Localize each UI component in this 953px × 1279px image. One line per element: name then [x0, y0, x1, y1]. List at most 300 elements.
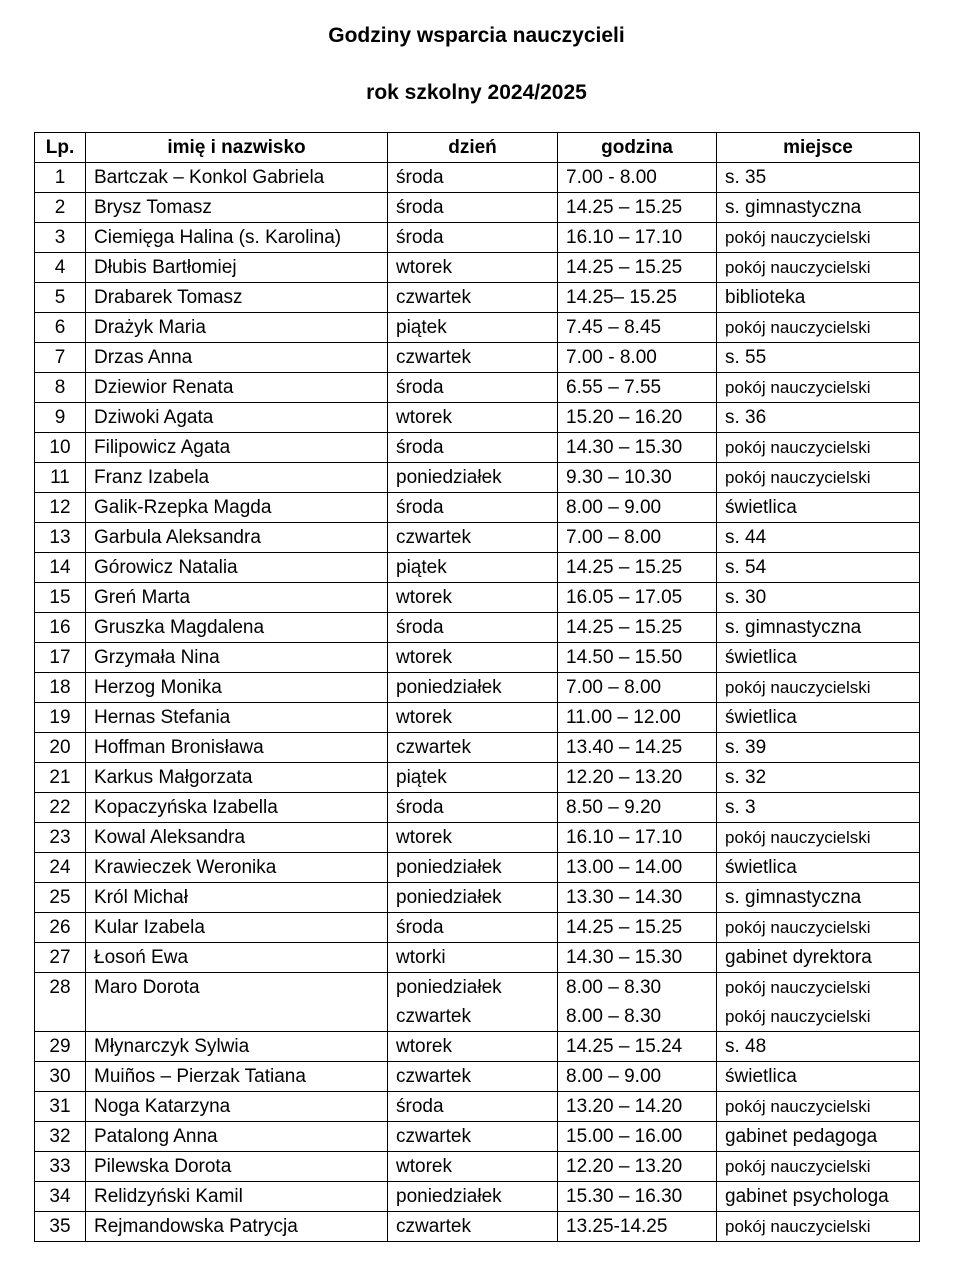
cell-hour: [558, 793, 717, 823]
cell-day-value: wtorek: [396, 257, 452, 278]
cell-day-value: wtorek: [396, 1156, 452, 1177]
table-header-row: [35, 133, 920, 163]
cell-place: [717, 373, 920, 403]
cell-lp: 7: [35, 343, 86, 373]
cell-lp: 31: [35, 1092, 86, 1122]
cell-place-value: pokój nauczycielski: [725, 918, 871, 937]
cell-name: Dziewior Renata: [86, 373, 388, 403]
cell-day: [388, 343, 558, 373]
cell-hour: [558, 163, 717, 193]
cell-day-value: piątek: [396, 767, 447, 788]
cell-hour-value: 7.00 – 8.00: [566, 527, 662, 548]
cell-place: [717, 703, 920, 733]
cell-day: [388, 1212, 558, 1242]
cell-name: Drażyk Maria: [86, 313, 388, 343]
cell-place: [717, 433, 920, 463]
cell-lp: 32: [35, 1122, 86, 1152]
cell-place: [717, 643, 920, 673]
cell-name: Patalong Anna: [86, 1122, 388, 1152]
cell-day: [388, 853, 558, 883]
cell-name: Kowal Aleksandra: [86, 823, 388, 853]
cell-hour-value: 14.25 – 15.25: [566, 557, 683, 578]
cell-name: Filipowicz Agata: [86, 433, 388, 463]
cell-day-value: środa: [396, 197, 444, 218]
cell-day: [388, 373, 558, 403]
header-place: miejsce: [717, 133, 920, 163]
cell-place: [717, 463, 920, 493]
cell-day: [388, 673, 558, 703]
cell-day-value: wtorek: [396, 827, 452, 848]
table-row: [35, 313, 920, 343]
cell-hour-value: 14.30 – 15.30: [566, 437, 683, 458]
cell-place-value: pokój nauczycielski: [725, 678, 871, 697]
cell-day-value: czwartek: [396, 737, 471, 758]
cell-hour-value: 6.55 – 7.55: [566, 377, 662, 398]
cell-name: Górowicz Natalia: [86, 553, 388, 583]
cell-hour-value: 11.00 – 12.00: [566, 707, 681, 728]
cell-lp: 24: [35, 853, 86, 883]
cell-place: [717, 1152, 920, 1182]
cell-day: [388, 883, 558, 913]
cell-day-value: wtorki: [396, 947, 446, 968]
cell-place-value: świetlica: [725, 1066, 797, 1087]
cell-day-value: piątek: [396, 557, 447, 578]
cell-place-value: s. 44: [725, 527, 767, 548]
cell-name: Hoffman Bronisława: [86, 733, 388, 763]
cell-lp: 35: [35, 1212, 86, 1242]
cell-hour: [558, 823, 717, 853]
header-lp: Lp.: [35, 133, 86, 163]
cell-lp: 11: [35, 463, 86, 493]
cell-lp: 17: [35, 643, 86, 673]
cell-lp: 25: [35, 883, 86, 913]
cell-hour-value: 12.20 – 13.20: [566, 1156, 683, 1177]
cell-place-value: s. 30: [725, 587, 767, 608]
cell-name: Maro Dorota: [86, 973, 388, 1032]
cell-place-value: świetlica: [725, 857, 797, 878]
cell-hour-value: 8.00 – 8.30: [566, 977, 662, 998]
cell-lp: 34: [35, 1182, 86, 1212]
cell-lp: 2: [35, 193, 86, 223]
cell-day-value: środa: [396, 617, 444, 638]
cell-place-value: pokój nauczycielski: [725, 1007, 871, 1026]
cell-day-value: czwartek: [396, 1216, 471, 1237]
cell-lp: 18: [35, 673, 86, 703]
cell-lp: 20: [35, 733, 86, 763]
cell-place-value: pokój nauczycielski: [725, 1217, 871, 1236]
header-name: imię i nazwisko: [86, 133, 388, 163]
cell-day: [388, 1122, 558, 1152]
cell-day: [388, 1092, 558, 1122]
cell-name: Drzas Anna: [86, 343, 388, 373]
cell-hour-value: 7.00 - 8.00: [566, 347, 657, 368]
cell-lp: 29: [35, 1032, 86, 1062]
cell-lp: 4: [35, 253, 86, 283]
cell-hour: [558, 1062, 717, 1092]
cell-day-value: wtorek: [396, 1036, 452, 1057]
cell-hour-value: 16.10 – 17.10: [566, 827, 683, 848]
cell-day: [388, 283, 558, 313]
cell-lp: 5: [35, 283, 86, 313]
cell-hour-value: 12.20 – 13.20: [566, 767, 683, 788]
cell-place: [717, 883, 920, 913]
cell-hour: [558, 493, 717, 523]
table-row: [35, 853, 920, 883]
cell-place-value: s. 39: [725, 737, 767, 758]
table-row: [35, 163, 920, 193]
cell-lp: 27: [35, 943, 86, 973]
cell-lp: 8: [35, 373, 86, 403]
cell-hour-value: 15.00 – 16.00: [566, 1126, 683, 1147]
cell-hour: [558, 433, 717, 463]
cell-day-value: czwartek: [396, 1006, 471, 1027]
cell-lp: 6: [35, 313, 86, 343]
schedule-table: [34, 132, 920, 1242]
table-row: [35, 1152, 920, 1182]
cell-hour: [558, 913, 717, 943]
table-row: [35, 823, 920, 853]
table-row: [35, 943, 920, 973]
cell-lp: 16: [35, 613, 86, 643]
cell-place-value: pokój nauczycielski: [725, 1097, 871, 1116]
cell-lp: 19: [35, 703, 86, 733]
table-row: [35, 733, 920, 763]
cell-day-value: poniedziałek: [396, 677, 502, 698]
cell-hour: [558, 883, 717, 913]
cell-hour: [558, 463, 717, 493]
cell-name: Greń Marta: [86, 583, 388, 613]
table-row: [35, 643, 920, 673]
cell-day-value: środa: [396, 1096, 444, 1117]
table-row: [35, 343, 920, 373]
cell-name: Bartczak – Konkol Gabriela: [86, 163, 388, 193]
cell-day-value: czwartek: [396, 1066, 471, 1087]
cell-place: [717, 193, 920, 223]
cell-place-value: s. gimnastyczna: [725, 887, 862, 908]
cell-hour-value: 7.45 – 8.45: [566, 317, 662, 338]
cell-hour-value: 7.00 – 8.00: [566, 677, 662, 698]
table-row: [35, 283, 920, 313]
cell-day: [388, 913, 558, 943]
cell-place: [717, 403, 920, 433]
cell-hour: [558, 1032, 717, 1062]
cell-lp: 13: [35, 523, 86, 553]
cell-place-value: pokój nauczycielski: [725, 228, 871, 247]
cell-day-value: środa: [396, 917, 444, 938]
cell-place: [717, 313, 920, 343]
cell-day: [388, 403, 558, 433]
cell-place-value: gabinet dyrektora: [725, 947, 872, 968]
table-row: [35, 253, 920, 283]
cell-day-value: wtorek: [396, 647, 452, 668]
cell-place-value: s. 3: [725, 797, 756, 818]
table-row: [35, 553, 920, 583]
cell-name: Kular Izabela: [86, 913, 388, 943]
cell-name: Karkus Małgorzata: [86, 763, 388, 793]
cell-lp: 12: [35, 493, 86, 523]
cell-day: [388, 493, 558, 523]
cell-name: Brysz Tomasz: [86, 193, 388, 223]
cell-hour-value: 14.30 – 15.30: [566, 947, 683, 968]
cell-name: Garbula Aleksandra: [86, 523, 388, 553]
cell-place-value: s. 35: [725, 167, 767, 188]
cell-place: [717, 583, 920, 613]
cell-day-value: wtorek: [396, 587, 452, 608]
cell-place-value: s. 54: [725, 557, 767, 578]
table-row: [35, 373, 920, 403]
cell-hour: [558, 523, 717, 553]
cell-hour: [558, 253, 717, 283]
cell-hour: [558, 223, 717, 253]
cell-day: [388, 823, 558, 853]
cell-place: [717, 733, 920, 763]
cell-day: [388, 793, 558, 823]
cell-hour-value: 15.30 – 16.30: [566, 1186, 683, 1207]
cell-day-value: wtorek: [396, 707, 452, 728]
cell-day: [388, 643, 558, 673]
table-row: [35, 883, 920, 913]
cell-hour: [558, 763, 717, 793]
cell-day: [388, 1182, 558, 1212]
cell-place-value: świetlica: [725, 707, 797, 728]
cell-day-value: środa: [396, 227, 444, 248]
cell-hour-value: 16.05 – 17.05: [566, 587, 683, 608]
cell-name: Drabarek Tomasz: [86, 283, 388, 313]
cell-lp: 21: [35, 763, 86, 793]
cell-day-value: czwartek: [396, 347, 471, 368]
cell-place: [717, 1092, 920, 1122]
table-row: [35, 433, 920, 463]
cell-day: [388, 1152, 558, 1182]
cell-day: [388, 163, 558, 193]
cell-place: [717, 1062, 920, 1092]
cell-place-value: s. 48: [725, 1036, 767, 1057]
cell-hour-value: 9.30 – 10.30: [566, 467, 672, 488]
cell-hour: [558, 1212, 717, 1242]
cell-name: Muiños – Pierzak Tatiana: [86, 1062, 388, 1092]
header-hour: godzina: [558, 133, 717, 163]
cell-place: [717, 523, 920, 553]
table-row: [35, 1092, 920, 1122]
cell-day-value: środa: [396, 497, 444, 518]
cell-hour: [558, 343, 717, 373]
cell-day-value: wtorek: [396, 407, 452, 428]
table-row: [35, 763, 920, 793]
cell-name: Dziwoki Agata: [86, 403, 388, 433]
table-row: [35, 583, 920, 613]
cell-day-value: środa: [396, 437, 444, 458]
cell-day: [388, 613, 558, 643]
cell-place-value: s. gimnastyczna: [725, 197, 862, 218]
cell-lp: 10: [35, 433, 86, 463]
cell-place: [717, 793, 920, 823]
cell-place: [717, 223, 920, 253]
cell-hour-value: 14.25 – 15.25: [566, 197, 683, 218]
cell-place: [717, 1212, 920, 1242]
cell-hour-value: 13.30 – 14.30: [566, 887, 683, 908]
cell-place-value: gabinet pedagoga: [725, 1126, 878, 1147]
cell-day-value: czwartek: [396, 527, 471, 548]
cell-name: Hernas Stefania: [86, 703, 388, 733]
cell-hour-value: 14.25 – 15.25: [566, 917, 683, 938]
cell-hour-value: 14.25 – 15.24: [566, 1036, 683, 1057]
cell-hour: [558, 373, 717, 403]
cell-day-value: czwartek: [396, 1126, 471, 1147]
table-body: [35, 163, 920, 1242]
cell-day-value: środa: [396, 167, 444, 188]
cell-hour: [558, 643, 717, 673]
cell-hour: [558, 313, 717, 343]
table-row: [35, 1062, 920, 1092]
cell-hour: [558, 613, 717, 643]
cell-hour-value: 8.00 – 9.00: [566, 1066, 662, 1087]
cell-name: Młynarczyk Sylwia: [86, 1032, 388, 1062]
cell-hour-value: 14.25– 15.25: [566, 287, 677, 308]
cell-day: [388, 583, 558, 613]
cell-hour: [558, 583, 717, 613]
cell-day-value: poniedziałek: [396, 977, 502, 998]
cell-lp: 3: [35, 223, 86, 253]
cell-place: [717, 493, 920, 523]
cell-place-value: gabinet psychologa: [725, 1186, 889, 1207]
cell-place-value: s. 32: [725, 767, 767, 788]
cell-hour: [558, 1092, 717, 1122]
cell-day: [388, 433, 558, 463]
cell-place-value: pokój nauczycielski: [725, 438, 871, 457]
table-row: [35, 973, 920, 1032]
cell-lp: 30: [35, 1062, 86, 1092]
cell-hour-value: 8.00 – 8.30: [566, 1006, 662, 1027]
cell-day-value: poniedziałek: [396, 467, 502, 488]
cell-place-value: pokój nauczycielski: [725, 318, 871, 337]
cell-day-value: piątek: [396, 317, 447, 338]
cell-day: [388, 253, 558, 283]
cell-place: [717, 823, 920, 853]
cell-day-value: czwartek: [396, 287, 471, 308]
cell-place: [717, 763, 920, 793]
cell-place-value: pokój nauczycielski: [725, 468, 871, 487]
cell-day: [388, 763, 558, 793]
cell-place-value: pokój nauczycielski: [725, 978, 871, 997]
table-row: [35, 703, 920, 733]
header-day: dzień: [388, 133, 558, 163]
cell-lp: 28: [35, 973, 86, 1032]
cell-name: Relidzyński Kamil: [86, 1182, 388, 1212]
table-row: [35, 193, 920, 223]
cell-place: [717, 943, 920, 973]
cell-place: [717, 913, 920, 943]
cell-day: [388, 553, 558, 583]
cell-day-value: środa: [396, 377, 444, 398]
cell-hour: [558, 673, 717, 703]
cell-place-value: pokój nauczycielski: [725, 378, 871, 397]
table-row: [35, 463, 920, 493]
cell-hour: [558, 193, 717, 223]
cell-day-value: poniedziałek: [396, 887, 502, 908]
cell-hour: [558, 1182, 717, 1212]
table-row: [35, 673, 920, 703]
cell-hour: [558, 283, 717, 313]
table-row: [35, 913, 920, 943]
cell-hour-value: 13.40 – 14.25: [566, 737, 683, 758]
cell-lp: 1: [35, 163, 86, 193]
cell-day: [388, 703, 558, 733]
cell-name: Gruszka Magdalena: [86, 613, 388, 643]
cell-lp: 14: [35, 553, 86, 583]
cell-hour: [558, 1122, 717, 1152]
cell-place: [717, 553, 920, 583]
cell-hour-value: 14.25 – 15.25: [566, 617, 683, 638]
cell-place-value: pokój nauczycielski: [725, 828, 871, 847]
cell-hour: [558, 973, 717, 1032]
cell-day-value: poniedziałek: [396, 1186, 502, 1207]
cell-name: Krawieczek Weronika: [86, 853, 388, 883]
cell-place-value: s. gimnastyczna: [725, 617, 862, 638]
cell-name: Ciemięga Halina (s. Karolina): [86, 223, 388, 253]
table-row: [35, 523, 920, 553]
cell-day: [388, 943, 558, 973]
cell-hour-value: 8.50 – 9.20: [566, 797, 662, 818]
cell-name: Herzog Monika: [86, 673, 388, 703]
cell-hour-value: 13.25-14.25: [566, 1216, 668, 1237]
cell-day: [388, 523, 558, 553]
cell-place: [717, 1122, 920, 1152]
cell-hour: [558, 403, 717, 433]
page-subtitle: rok szkolny 2024/2025: [366, 81, 587, 104]
cell-day: [388, 313, 558, 343]
cell-place-value: s. 55: [725, 347, 767, 368]
cell-hour: [558, 733, 717, 763]
cell-hour: [558, 943, 717, 973]
cell-place: [717, 973, 920, 1032]
cell-place-value: pokój nauczycielski: [725, 258, 871, 277]
cell-place: [717, 673, 920, 703]
cell-hour-value: 15.20 – 16.20: [566, 407, 683, 428]
cell-day: [388, 1062, 558, 1092]
cell-hour: [558, 703, 717, 733]
cell-lp: 33: [35, 1152, 86, 1182]
cell-hour-value: 13.00 – 14.00: [566, 857, 683, 878]
cell-name: Grzymała Nina: [86, 643, 388, 673]
cell-day: [388, 733, 558, 763]
table-row: [35, 1182, 920, 1212]
cell-lp: 26: [35, 913, 86, 943]
table-row: [35, 613, 920, 643]
cell-day-value: poniedziałek: [396, 857, 502, 878]
cell-hour-value: 13.20 – 14.20: [566, 1096, 683, 1117]
cell-hour-value: 14.50 – 15.50: [566, 647, 683, 668]
cell-name: Pilewska Dorota: [86, 1152, 388, 1182]
cell-hour: [558, 853, 717, 883]
cell-place: [717, 163, 920, 193]
cell-place: [717, 1182, 920, 1212]
cell-hour-value: 8.00 – 9.00: [566, 497, 662, 518]
cell-day-value: środa: [396, 797, 444, 818]
cell-place-value: s. 36: [725, 407, 767, 428]
cell-day: [388, 973, 558, 1032]
cell-name: Król Michał: [86, 883, 388, 913]
cell-place-value: świetlica: [725, 497, 797, 518]
cell-day: [388, 223, 558, 253]
cell-place: [717, 1032, 920, 1062]
table-row: [35, 1032, 920, 1062]
cell-place: [717, 283, 920, 313]
cell-place-value: biblioteka: [725, 287, 806, 308]
cell-place: [717, 613, 920, 643]
table-row: [35, 1122, 920, 1152]
cell-lp: 9: [35, 403, 86, 433]
table-row: [35, 793, 920, 823]
